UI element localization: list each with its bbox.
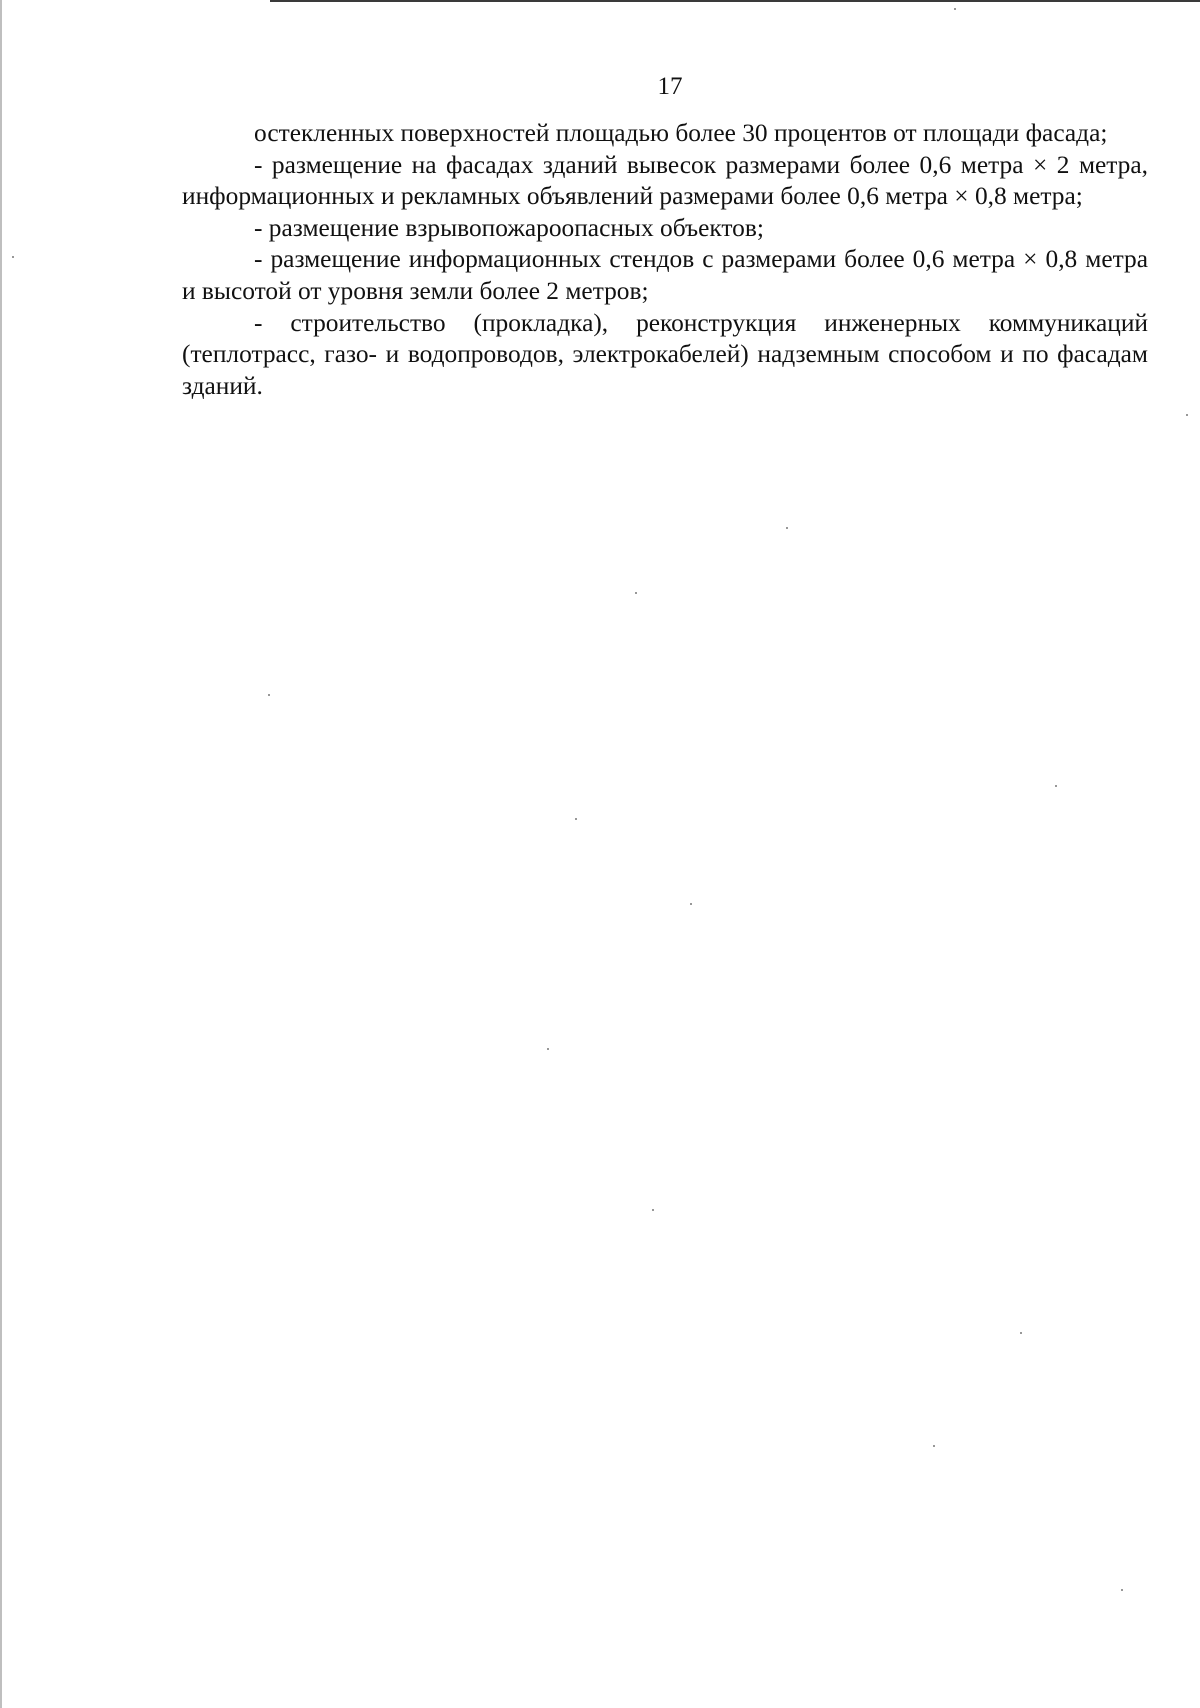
scan-speck	[786, 527, 788, 529]
scan-speck	[1020, 1332, 1022, 1334]
scan-speck	[1055, 785, 1057, 787]
scan-speck	[652, 1209, 654, 1211]
scan-speck	[1121, 1589, 1123, 1591]
scan-speck	[12, 256, 14, 258]
scan-speck	[635, 592, 637, 594]
scan-speck	[575, 818, 577, 820]
scan-speck	[547, 1048, 549, 1050]
paragraph-information-stands: - размещение информационных стендов с размерами более 0,6 метра × 0,8 метра и высотой от уровня земли более 2 метров;	[182, 245, 1148, 305]
document-body	[182, 118, 1148, 402]
scan-speck	[690, 903, 692, 905]
scan-speck	[954, 8, 956, 10]
scan-edge-left	[0, 0, 2, 1708]
scan-edge-top	[270, 0, 1200, 2]
paragraph-glazed-surfaces: остекленных поверхностей площадью более 30 процентов от площади фасада;	[254, 119, 1108, 147]
scan-speck	[933, 1445, 935, 1447]
scan-speck	[1186, 414, 1188, 416]
paragraph-signboards: - размещение на фасадах зданий вывесок размерами более 0,6 метра × 2 метра, информационных и рекламных объявлений размерами более 0,6 метра × 0,8 метра;	[182, 150, 1148, 211]
paragraph-explosive-objects: - размещение взрывопожароопасных объектов;	[254, 213, 764, 242]
paragraph-utility-networks: - строительство (прокладка), реконструкция инженерных коммуникаций (теплотрасс, газо- и водопроводов, электрокабелей) надземным способом и по фасадам зданий.	[182, 308, 1148, 400]
page-number: 17	[657, 73, 683, 100]
scan-speck	[268, 694, 270, 696]
